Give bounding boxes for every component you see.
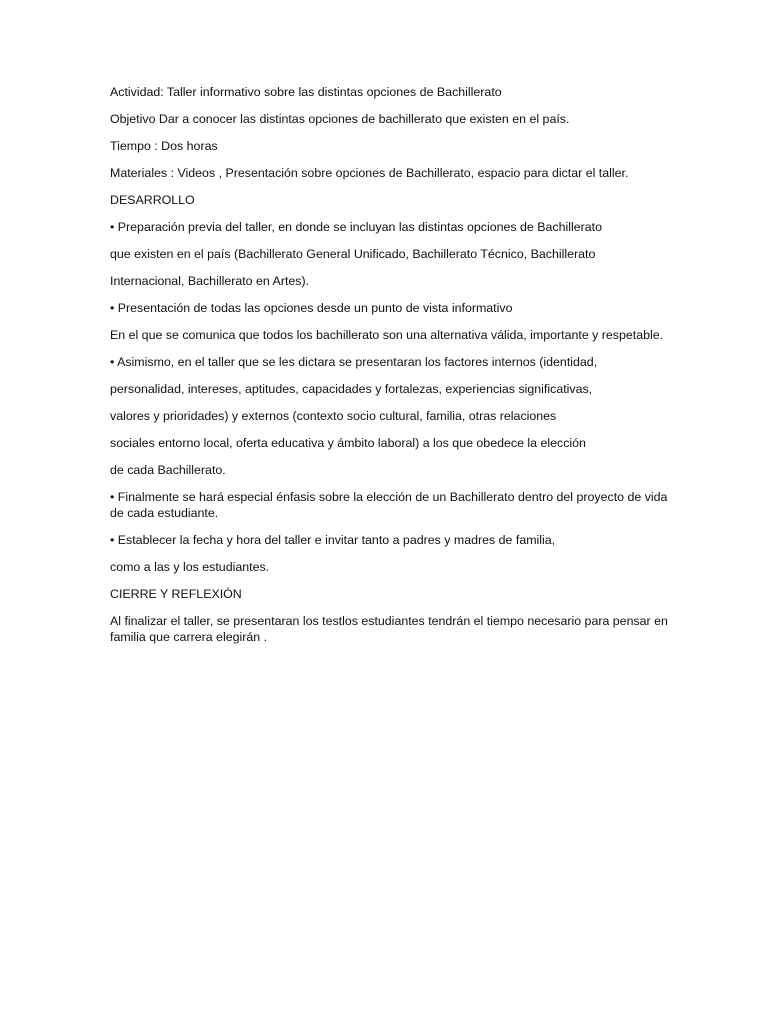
bullet-asimismo-line-1: • Asimismo, en el taller que se les dictara se presentaran los factores internos (identidad, — [110, 355, 598, 369]
bullet-asimismo-line-4: sociales entorno local, oferta educativa y ámbito laboral) a los que obedece la elección — [110, 436, 586, 450]
time-line: Tiempo : Dos horas — [110, 139, 218, 153]
bullet-establecer-line-2: como a las y los estudiantes. — [110, 560, 270, 574]
bullet-asimismo-line-5: de cada Bachillerato. — [110, 463, 226, 477]
document-body — [110, 84, 670, 656]
section-heading-desarrollo: DESARROLLO — [110, 193, 195, 207]
section-heading-cierre: CIERRE Y REFLEXIÓN — [110, 587, 242, 601]
bullet-preparacion-line-1: • Preparación previa del taller, en donde se incluyan las distintas opciones de Bachillerato — [110, 220, 603, 234]
bullet-asimismo-line-3: valores y prioridades) y externos (contexto socio cultural, familia, otras relaciones — [110, 409, 557, 423]
materials-line: Materiales : Videos , Presentación sobre opciones de Bachillerato, espacio para dictar el taller. — [110, 166, 629, 180]
bullet-preparacion-line-2: que existen en el país (Bachillerato General Unificado, Bachillerato Técnico, Bachillerato — [110, 247, 596, 261]
bullet-establecer-line-1: • Establecer la fecha y hora del taller e invitar tanto a padres y madres de familia, — [110, 533, 556, 547]
bullet-presentacion: • Presentación de todas las opciones desde un punto de vista informativo — [110, 301, 513, 315]
activity-line: Actividad: Taller informativo sobre las distintas opciones de Bachillerato — [110, 85, 502, 99]
bullet-finalmente: • Finalmente se hará especial énfasis sobre la elección de un Bachillerato dentro del proyecto de vida de cada estudiante. — [110, 490, 668, 520]
bullet-asimismo-line-2: personalidad, intereses, aptitudes, capacidades y fortalezas, experiencias significativas, — [110, 382, 593, 396]
paragraph-alternativa: En el que se comunica que todos los bachillerato son una alternativa válida, importante y respetable. — [110, 328, 664, 342]
bullet-preparacion-line-3: Internacional, Bachillerato en Artes). — [110, 274, 310, 288]
objective-line: Objetivo Dar a conocer las distintas opciones de bachillerato que existen en el país. — [110, 112, 570, 126]
paragraph-cierre: Al finalizar el taller, se presentaran los testlos estudiantes tendrán el tiempo necesario para pensar en familia que carrera elegirán . — [110, 614, 668, 644]
